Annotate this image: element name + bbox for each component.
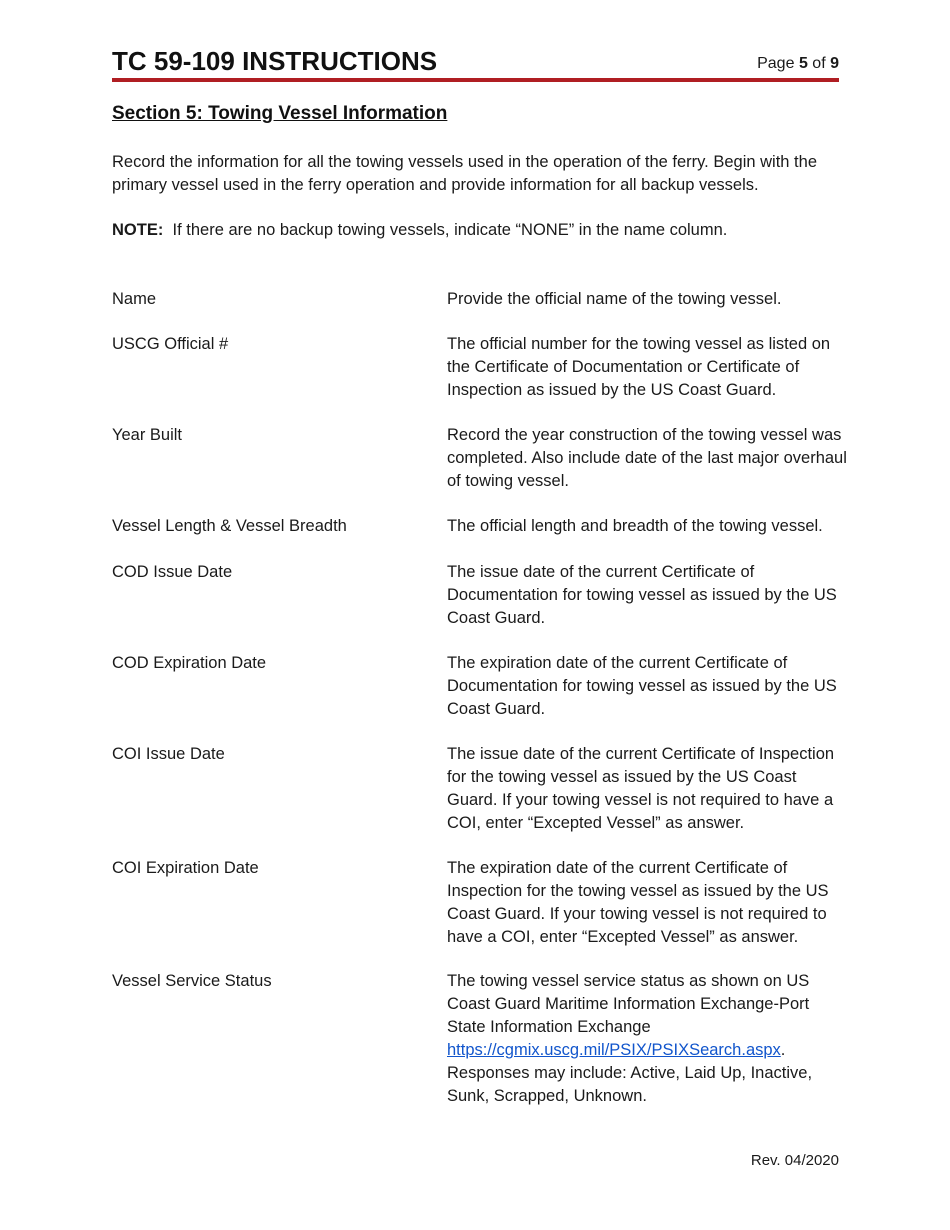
field-desc-cod-expiration-date: The expiration date of the current Certificate of Documentation for towing vessel as issued by the US Coast Guard. — [447, 654, 837, 718]
field-desc-uscg-official: The official number for the towing vessel as listed on the Certificate of Documentation or Certificate of Inspection as issued by the US Coast Guard. — [447, 335, 831, 399]
field-desc-vessel-service-status — [447, 970, 847, 1108]
page-header — [112, 44, 839, 82]
link-period: . — [780, 1041, 786, 1059]
field-label-year-built: Year Built — [112, 426, 183, 444]
field-label-name: Name — [112, 290, 157, 308]
page-of: of — [812, 55, 826, 72]
field-label-vessel-service-status: Vessel Service Status — [112, 972, 272, 990]
revision-date: Rev. 04/2020 — [750, 1152, 839, 1169]
field-desc-coi-expiration-date: The expiration date of the current Certificate of Inspection for the towing vessel as issued by the US Coast Guard. If your towing vessel is not required to have a COI, enter “Excepted Vessel” as answer. — [447, 859, 829, 946]
field-label-cod-issue-date: COD Issue Date — [112, 563, 233, 581]
note-text: If there are no backup towing vessels, indicate “NONE” in the name column. — [172, 221, 728, 239]
field-desc-name: Provide the official name of the towing vessel. — [447, 290, 782, 308]
field-label-coi-expiration-date: COI Expiration Date — [112, 859, 259, 877]
section-intro: Record the information for all the towing vessels used in the operation of the ferry. Begin with the primary vessel used in the ferry operation and provide information for all backup vessels. — [112, 153, 817, 194]
field-desc-year-built: Record the year construction of the towing vessel was completed. Also include date of the last major overhaul of towing vessel. — [447, 426, 847, 490]
page-current: 5 — [798, 55, 808, 72]
section-title: Section 5: Towing Vessel Information — [112, 103, 448, 124]
field-label-coi-issue-date: COI Issue Date — [112, 745, 225, 763]
note — [112, 219, 847, 242]
field-desc-cod-issue-date: The issue date of the current Certificate of Documentation for towing vessel as issued by the US Coast Guard. — [447, 563, 837, 627]
field-desc-vessel-dimensions: The official length and breadth of the towing vessel. — [447, 517, 823, 535]
field-desc-coi-issue-date: The issue date of the current Certificate of Inspection for the towing vessel as issued by the US Coast Guard. If your towing vessel is not required to have a COI, enter “Excepted Vessel” as answer. — [447, 745, 835, 832]
psix-search-link[interactable]: https://cgmix.uscg.mil/PSIX/PSIXSearch.aspx — [447, 1041, 781, 1059]
field-label-vessel-dimensions: Vessel Length & Vessel Breadth — [112, 517, 347, 535]
page-number — [757, 55, 839, 73]
page-total: 9 — [830, 55, 839, 72]
service-status-desc-after: Responses may include: Active, Laid Up, Inactive, Sunk, Scrapped, Unknown. — [447, 1064, 813, 1105]
page-word: Page — [757, 55, 795, 72]
field-label-uscg-official: USCG Official # — [112, 335, 229, 353]
note-label: NOTE: — [112, 221, 164, 239]
service-status-desc-before: The towing vessel service status as shown on US Coast Guard Maritime Information Exchange-Port State Information Exchange — [447, 972, 810, 1036]
document-title: TC 59-109 INSTRUCTIONS — [112, 46, 438, 76]
field-label-cod-expiration-date: COD Expiration Date — [112, 654, 267, 672]
